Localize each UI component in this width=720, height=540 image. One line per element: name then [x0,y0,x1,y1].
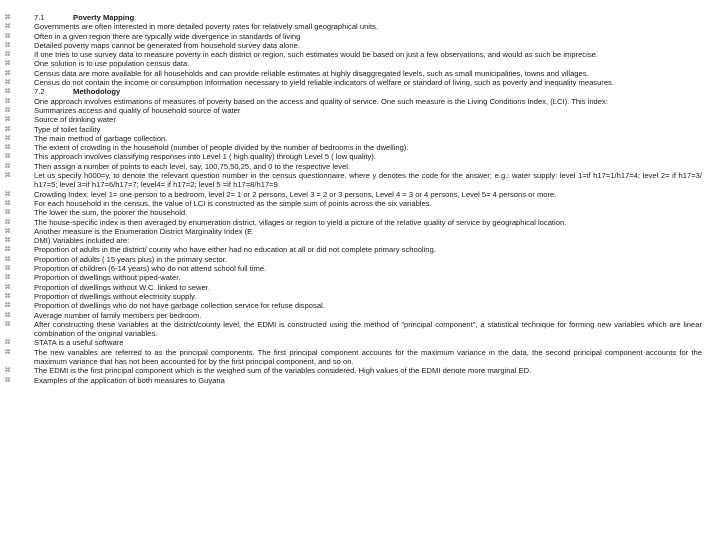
list-item-text: After constructing these variables at the district/county level, the EDMI is constructed using the method of "principal component", a statistical technique for forming new variables which are linear combination of the original variables. [34,319,702,339]
list-item-text: The extent of crowding in the household (number of people divided by the number of bedrooms in the dwelling). [34,143,409,153]
section-title: Poverty Mapping [73,13,135,22]
bullet-icon: ⌘ [4,302,11,310]
list-item-text: Proportion of adults in the district/ county who have either had no education at all or did not complete primary schooling. [34,245,436,255]
list-item-text: Average number of family members per bedroom. [34,310,202,320]
list-item [0,218,720,227]
list-item [0,273,720,282]
list-item [0,106,720,115]
list-item-text: The new variables are referred to as the principal components. The first principal component accounts for the maximum variance in the data, the second principal component accounts for the maximum variance that has not been accounted for by the first principal component, and so on. [34,347,702,366]
list-item [0,348,720,367]
bullet-icon: ⌘ [4,339,11,347]
list-item [0,338,720,347]
list-item [0,376,720,385]
list-item-text: Source of drinking water [34,115,116,125]
bullet-list [0,13,720,385]
list-item [0,283,720,292]
bullet-icon: ⌘ [4,69,11,77]
list-item [0,50,720,59]
list-item-text: For each household in the census, the value of LCI is constructed as the simple sum of points across the six variables. [34,198,432,208]
list-item-text: Proportion of dwellings without piped-water. [34,273,181,283]
list-item-text: Proportion of children (6-14 years) who do not attend school full time. [34,264,267,274]
list-item [0,190,720,199]
list-item-text: One approach involves estimations of measures of poverty based on the access and quality of service. One such measure is the Living Conditions Index, (LCI). This index: [34,96,608,106]
bullet-icon: ⌘ [4,274,11,282]
list-item [0,255,720,264]
list-item-text: Examples of the application of both measures to Guyana [34,375,225,385]
bullet-icon: ⌘ [4,97,11,105]
bullet-icon: ⌘ [4,227,11,235]
list-item [0,292,720,301]
list-item-text: Census data are more available for all households and can provide reliable estimates at highly disaggregated levels, such as small municipalities, towns and villages. [34,68,589,78]
bullet-icon: ⌘ [4,348,11,356]
bullet-icon: ⌘ [4,237,11,245]
list-item [0,143,720,152]
bullet-icon: ⌘ [4,79,11,87]
bullet-icon: ⌘ [4,265,11,273]
list-item-text: Crowding Index: level 1= one person to a bedroom, level 2= 1 or 2 persons, Level 3 = 2 or 3 persons, Level 4 = 3 or 4 persons, Level 5= 4 persons or more. [34,189,557,199]
bullet-icon: ⌘ [4,153,11,161]
bullet-icon: ⌘ [4,162,11,170]
list-item-text: This approach involves classifying responses into Level 1 ( high quality) through Level 5 ( low quality). [34,152,376,162]
list-item [0,69,720,78]
bullet-icon: ⌘ [4,106,11,114]
list-item-text: The EDMI is the first principal component which is the weighed sum of the variables considered. High values of the EDMI denote more marginal ED. [34,366,532,376]
bullet-icon: ⌘ [4,172,11,180]
list-item [0,97,720,106]
list-item-text: Type of toilet facility [34,124,101,134]
list-item-text: Governments are often interested in more detailed poverty rates for relatively small geographical units. [34,22,378,32]
list-item [0,78,720,87]
bullet-icon: ⌘ [4,199,11,207]
list-item [0,320,720,339]
bullet-icon: ⌘ [4,190,11,198]
bullet-icon: ⌘ [4,51,11,59]
list-item [0,22,720,31]
bullet-icon: ⌘ [4,32,11,40]
list-item [0,311,720,320]
list-item-text: Then assign a number of points to each level, say, 100,75,50,25, and 0 to the respective level. [34,161,351,171]
list-item-text: Proportion of dwellings who do not have garbage collection service for refuse disposal. [34,301,325,311]
list-item [0,134,720,143]
bullet-icon: ⌘ [4,88,11,96]
section-heading-7-1 [0,13,720,22]
bullet-icon: ⌘ [4,209,11,217]
list-item-text: STATA is a useful software [34,338,124,348]
list-item-text: The house-specific index is then averaged by enumeration district, villages or region to yield a picture of the relative quality of service by geographical location. [34,217,567,227]
bullet-icon: ⌘ [4,367,11,375]
list-item [0,32,720,41]
list-item-text: One solution is to use population census data. [34,59,190,69]
section-heading-7-2 [0,87,720,96]
list-item [0,245,720,254]
list-item [0,115,720,124]
list-item-text: Proportion of dwellings without electricity supply. [34,291,197,301]
bullet-icon: ⌘ [4,320,11,328]
bullet-icon: ⌘ [4,116,11,124]
list-item-text: Often in a given region there are typically wide divergence in standards of living [34,31,301,41]
bullet-icon: ⌘ [4,255,11,263]
list-item [0,227,720,236]
list-item-text: The lower the sum, the poorer the household. [34,208,188,218]
bullet-icon: ⌘ [4,41,11,49]
list-item-text: Let us specify h000=y, to denote the relevant question number in the census questionnaire, where y denotes the code for the answer; e.g.: water supply: level 1=if h17=1/h17=4; level 2= if h17=3/ h17=5; level 3=if h17=6/h17=7; level4= if h17=2; level 5 =if h17=8/h17=9. [34,171,702,190]
list-item [0,264,720,273]
bullet-icon: ⌘ [4,292,11,300]
list-item-text: Proportion of adults ( 15 years plus) in the primary sector. [34,254,227,264]
list-item-text: Proportion of dwellings without W.C. linked to sewer. [34,282,211,292]
bullet-icon: ⌘ [4,144,11,152]
list-item [0,236,720,245]
list-item [0,171,720,190]
list-item-text: Detailed poverty maps cannot be generated from household survey data alone. [34,40,300,50]
list-item-text: Census do not contain the income or consumption information necessary to yield reliable indicators of welfare or standard of living, such as poverty and inequality measures. [34,78,614,88]
list-item [0,366,720,375]
list-item-text: The main method of garbage collection. [34,133,168,143]
list-item-text: Summarizes access and quality of household source of water [34,105,241,115]
list-item [0,41,720,50]
bullet-icon: ⌘ [4,218,11,226]
list-item [0,125,720,134]
bullet-icon: ⌘ [4,125,11,133]
list-item [0,152,720,161]
bullet-icon: ⌘ [4,246,11,254]
bullet-icon: ⌘ [4,60,11,68]
list-item [0,208,720,217]
section-number: 7.1 [34,13,45,22]
list-item-text: If one tries to use survey data to measure poverty in each district or region, such estimates would be based on just a few observations, and would as such be imprecise. [34,50,598,60]
list-item [0,59,720,68]
list-item-text: DMI) Variables included are: [34,236,130,246]
section-number: 7.2 [34,87,45,97]
bullet-icon: ⌘ [4,311,11,319]
bullet-icon: ⌘ [4,376,11,384]
list-item [0,162,720,171]
bullet-icon: ⌘ [4,283,11,291]
bullet-icon: ⌘ [4,14,11,21]
bullet-icon: ⌘ [4,134,11,142]
bullet-icon: ⌘ [4,23,11,31]
list-item [0,301,720,310]
section-title: Methodology [73,87,121,97]
list-item [0,199,720,208]
list-item-text: Another measure is the Enumeration District Marginality Index (E [34,226,253,236]
